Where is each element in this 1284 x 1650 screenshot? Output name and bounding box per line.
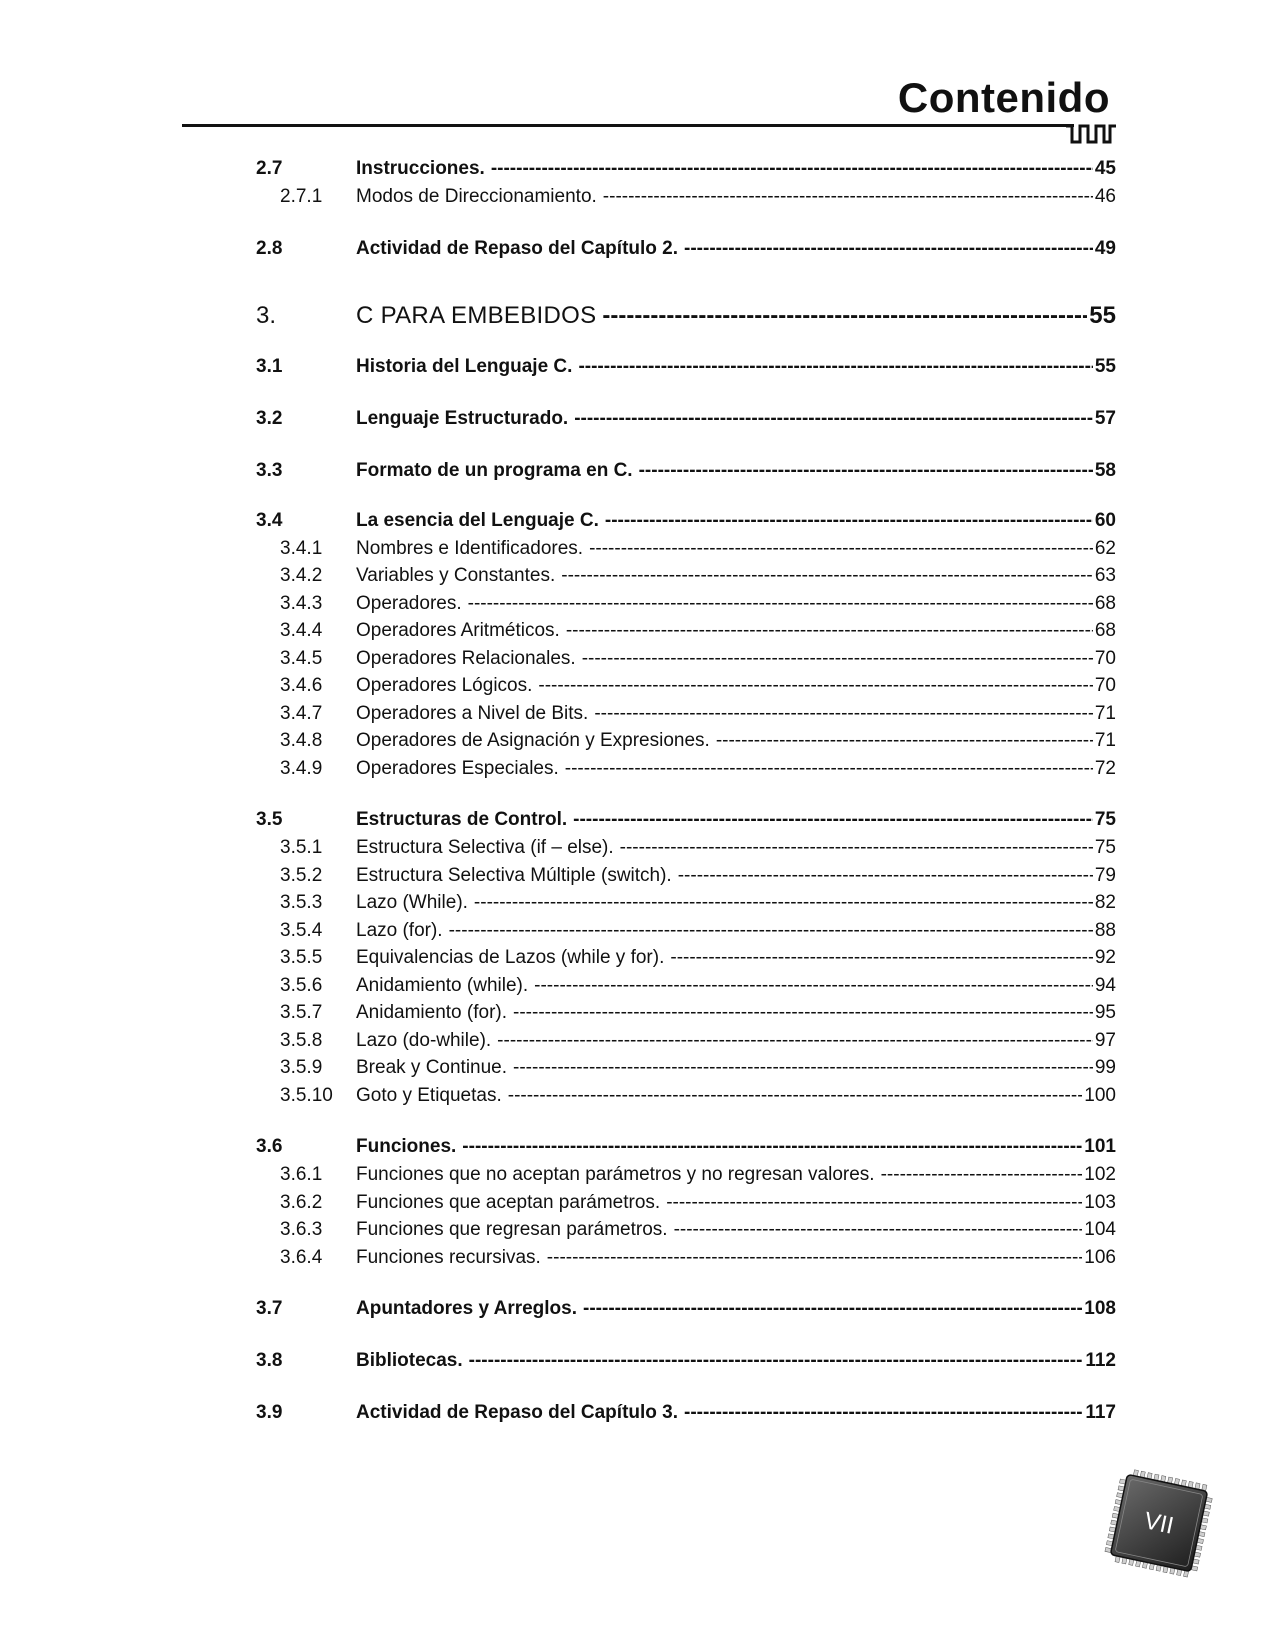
toc-number: 3.6.2 [280, 1191, 323, 1213]
toc-entry [256, 1247, 1116, 1275]
toc-page: 57 [1094, 407, 1116, 429]
page-number: VII [1141, 1507, 1177, 1540]
toc-number: 3.4.5 [280, 647, 323, 669]
toc-number: 3.4.1 [280, 537, 323, 559]
toc-page: 68 [1094, 620, 1116, 641]
toc-title: Variables y Constantes. [356, 565, 556, 586]
toc-entry [256, 675, 1116, 703]
toc-entry [256, 565, 1116, 593]
toc-number: 3. [256, 301, 277, 329]
toc-page: 55 [1094, 355, 1116, 377]
toc-page: 75 [1094, 837, 1116, 858]
toc-number: 3.5.1 [280, 837, 323, 858]
toc-title: Actividad de Repaso del Capítulo 3. [356, 1402, 679, 1423]
toc-entry [256, 648, 1116, 676]
square-wave-icon [1066, 124, 1116, 146]
dot-leader [670, 947, 1092, 969]
toc-number: 3.4 [256, 509, 283, 531]
dot-leader [574, 408, 1093, 430]
dot-leader [605, 510, 1093, 532]
toc-entry [256, 408, 1116, 436]
toc-entry [256, 1030, 1116, 1058]
dot-leader [449, 920, 1093, 942]
toc-number: 3.9 [256, 1402, 283, 1423]
dot-leader [508, 1085, 1083, 1107]
toc-page: 45 [1094, 158, 1116, 179]
title-rule [182, 124, 1074, 127]
toc-page: 60 [1094, 509, 1116, 531]
toc-entry [256, 1219, 1116, 1247]
dot-leader [538, 675, 1092, 697]
toc-page: 99 [1094, 1057, 1116, 1078]
toc-number: 3.6.3 [280, 1219, 323, 1240]
toc-title: Funciones. [356, 1136, 457, 1157]
toc-number: 3.5.9 [280, 1057, 323, 1078]
toc-entry [256, 356, 1116, 384]
toc-title: Operadores Aritméticos. [356, 620, 560, 641]
toc-title: Operadores Especiales. [356, 757, 559, 779]
dot-leader [583, 1298, 1082, 1320]
dot-leader [468, 593, 1093, 615]
toc-entry [256, 947, 1116, 975]
toc-page: 79 [1094, 864, 1116, 886]
toc-page: 63 [1094, 565, 1116, 586]
dot-leader [582, 648, 1093, 670]
toc-title: Funciones que regresan parámetros. [356, 1219, 668, 1240]
toc-entry [256, 510, 1116, 538]
toc-entry [256, 837, 1116, 865]
toc-title: Lazo (While). [356, 892, 468, 913]
toc-number: 3.3 [256, 459, 283, 481]
toc-number: 3.6.1 [280, 1164, 323, 1185]
toc-page: 68 [1094, 592, 1116, 614]
toc-number: 3.6.4 [280, 1246, 323, 1268]
toc-number: 3.4.3 [280, 592, 323, 614]
toc-number: 3.5 [256, 809, 283, 830]
toc-page: 88 [1094, 919, 1116, 941]
toc-number: 3.6 [256, 1136, 283, 1157]
toc-title: Goto y Etiquetas. [356, 1084, 502, 1106]
toc-page: 100 [1084, 1084, 1116, 1106]
toc-page: 92 [1094, 947, 1116, 968]
toc-title: Apuntadores y Arreglos. [356, 1298, 578, 1319]
toc-title: Lazo (for). [356, 919, 443, 941]
toc-title: Actividad de Repaso del Capítulo 2. [356, 237, 679, 259]
toc-entry [256, 892, 1116, 920]
toc-entry [256, 1085, 1116, 1113]
toc-title: Funciones que no aceptan parámetros y no regresan valores. [356, 1164, 875, 1185]
toc-number: 3.5.4 [280, 919, 323, 941]
dot-leader [684, 1402, 1083, 1424]
toc-entry [256, 302, 1116, 336]
toc-number: 3.5.6 [280, 974, 323, 996]
dot-leader [674, 1219, 1083, 1241]
dot-leader [513, 1057, 1093, 1079]
dot-leader [602, 302, 1087, 330]
toc-number: 2.7 [256, 158, 283, 179]
toc-entry [256, 158, 1116, 186]
toc-number: 3.4.7 [280, 702, 323, 724]
toc-page: 70 [1094, 675, 1116, 696]
toc-page: 49 [1094, 237, 1116, 259]
toc-title: Anidamiento (for). [356, 1002, 508, 1023]
toc-number: 3.4.9 [280, 757, 323, 779]
dot-leader [566, 620, 1093, 642]
toc-entry [256, 758, 1116, 786]
toc-title: Operadores Relacionales. [356, 647, 576, 669]
dot-leader [716, 730, 1093, 752]
toc-page: 72 [1094, 757, 1116, 779]
dot-leader [462, 1136, 1082, 1158]
dot-leader [534, 975, 1093, 997]
toc-page: 101 [1084, 1136, 1116, 1157]
page-title: Contenido [897, 74, 1110, 121]
dot-leader [561, 565, 1093, 587]
toc-entry [256, 920, 1116, 948]
toc-page: 94 [1094, 974, 1116, 996]
toc-title: Operadores de Asignación y Expresiones. [356, 730, 710, 751]
toc-entry [256, 460, 1116, 488]
toc-page: 71 [1094, 702, 1116, 724]
toc-entry [256, 238, 1116, 266]
toc-entry [256, 865, 1116, 893]
toc-title: Operadores. [356, 592, 462, 614]
toc-number: 3.5.8 [280, 1029, 323, 1051]
toc-title: Lenguaje Estructurado. [356, 407, 569, 429]
dot-leader [620, 837, 1093, 859]
dot-leader [513, 1002, 1093, 1024]
toc-title: Anidamiento (while). [356, 974, 529, 996]
toc-title: Operadores Lógicos. [356, 675, 533, 696]
toc-number: 2.8 [256, 237, 283, 259]
toc-entry [256, 186, 1116, 214]
toc-page: 70 [1094, 647, 1116, 669]
toc-page: 106 [1084, 1246, 1116, 1268]
dot-leader [589, 538, 1093, 560]
toc-page: 55 [1089, 301, 1116, 329]
dot-leader [565, 758, 1093, 780]
dot-leader [491, 158, 1093, 180]
toc-page: 46 [1094, 186, 1116, 207]
toc-page: 108 [1084, 1298, 1116, 1319]
dot-leader [474, 892, 1093, 914]
dot-leader [594, 703, 1093, 725]
toc-entry [256, 703, 1116, 731]
toc-number: 2.7.1 [280, 186, 323, 207]
toc-title: Funciones que aceptan parámetros. [356, 1191, 661, 1213]
dot-leader [666, 1192, 1082, 1214]
toc-title: Formato de un programa en C. [356, 459, 633, 481]
toc-entry [256, 1402, 1116, 1430]
toc-entry [256, 620, 1116, 648]
toc-title: Operadores a Nivel de Bits. [356, 702, 589, 724]
toc-page: 58 [1094, 459, 1116, 481]
toc-entry [256, 1136, 1116, 1164]
toc-number: 3.5.3 [280, 892, 323, 913]
toc-title: La esencia del Lenguaje C. [356, 509, 599, 531]
toc-title: Modos de Direccionamiento. [356, 186, 597, 207]
toc-entry [256, 1057, 1116, 1085]
dot-leader [469, 1350, 1084, 1372]
toc-page: 117 [1085, 1402, 1116, 1423]
toc-number: 3.5.2 [280, 864, 323, 886]
toc-title: Bibliotecas. [356, 1350, 463, 1371]
toc-page: 97 [1094, 1029, 1116, 1051]
toc-title: Funciones recursivas. [356, 1246, 541, 1268]
toc-entry [256, 1164, 1116, 1192]
toc-number: 3.5.7 [280, 1002, 323, 1023]
toc-number: 3.7 [256, 1298, 283, 1319]
toc-entry [256, 593, 1116, 621]
toc-number: 3.5.5 [280, 947, 323, 968]
dot-leader [678, 865, 1093, 887]
dot-leader [881, 1164, 1083, 1186]
toc-entry [256, 1350, 1116, 1378]
toc-title: Historia del Lenguaje C. [356, 355, 573, 377]
toc-title: Lazo (do-while). [356, 1029, 492, 1051]
toc-entry [256, 538, 1116, 566]
toc-page: 102 [1084, 1164, 1116, 1185]
dot-leader [603, 186, 1093, 208]
toc-number: 3.4.2 [280, 565, 323, 586]
microchip-icon [1104, 1468, 1214, 1578]
toc-title: Estructura Selectiva (if – else). [356, 837, 614, 858]
toc-title: Equivalencias de Lazos (while y for). [356, 947, 665, 968]
toc-entry [256, 1002, 1116, 1030]
toc-entry [256, 1298, 1116, 1326]
toc-page: 104 [1084, 1219, 1116, 1240]
toc-number: 3.1 [256, 355, 283, 377]
dot-leader [578, 356, 1092, 378]
toc-title: C PARA EMBEBIDOS [356, 301, 597, 329]
toc-entry [256, 1192, 1116, 1220]
toc-number: 3.5.10 [280, 1084, 333, 1106]
toc-number: 3.4.8 [280, 730, 323, 751]
toc-page: 95 [1094, 1002, 1116, 1023]
toc-page: 71 [1094, 730, 1116, 751]
toc-number: 3.8 [256, 1350, 283, 1371]
dot-leader [497, 1030, 1093, 1052]
toc-entry [256, 975, 1116, 1003]
toc-number: 3.4.6 [280, 675, 323, 696]
toc-page: 62 [1094, 537, 1116, 559]
dot-leader [547, 1247, 1083, 1269]
dot-leader [684, 238, 1093, 260]
toc-page: 103 [1084, 1191, 1116, 1213]
toc-number: 3.4.4 [280, 620, 323, 641]
toc-number: 3.2 [256, 407, 283, 429]
toc-page: 112 [1085, 1350, 1116, 1371]
toc-title: Nombres e Identificadores. [356, 537, 584, 559]
toc-title: Estructura Selectiva Múltiple (switch). [356, 864, 672, 886]
toc-page: 75 [1094, 809, 1116, 830]
toc-title: Estructuras de Control. [356, 809, 568, 830]
toc-page: 82 [1094, 892, 1116, 913]
table-of-contents [256, 158, 1116, 1430]
toc-entry [256, 809, 1116, 837]
toc-entry [256, 730, 1116, 758]
dot-leader [639, 460, 1093, 482]
dot-leader [573, 809, 1093, 831]
toc-title: Break y Continue. [356, 1057, 508, 1078]
toc-title: Instrucciones. [356, 158, 485, 179]
